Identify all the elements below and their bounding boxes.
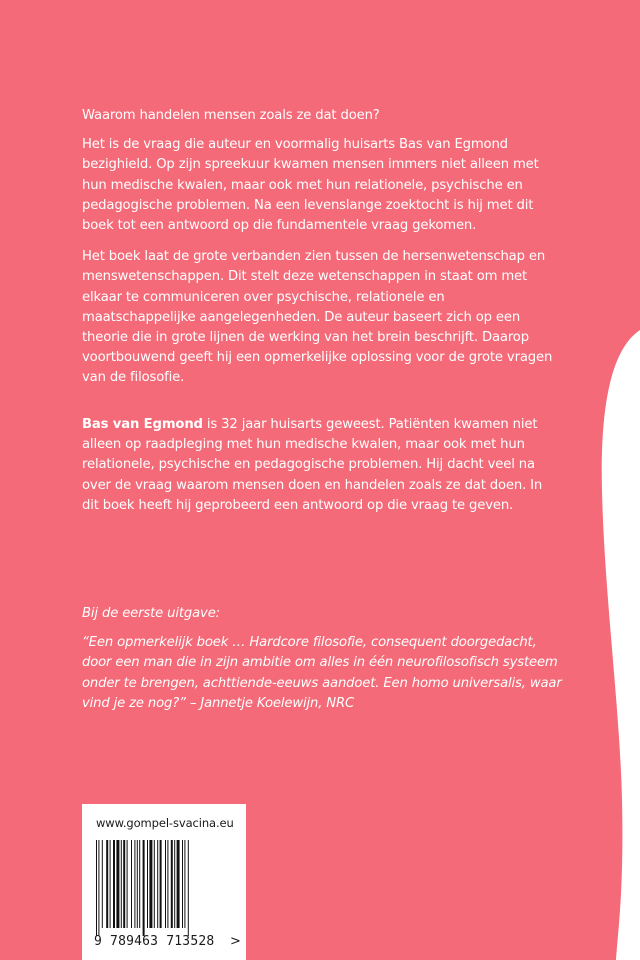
barcode-bar bbox=[143, 840, 145, 936]
barcode-bar bbox=[134, 840, 135, 928]
intro-paragraph-1: Het is de vraag die auteur en voormalig huisarts Bas van Egmond bezighield. Op zijn spreekuur kwamen mensen immers niet alleen met hun medische kwalen, maar ook met hun relationele, psychische en pedagogische problemen. Na een levenslange zoektocht is hij met dit boek tot een antwoord op die fundamentele vraag gekomen. bbox=[82, 137, 539, 234]
author-name: Bas van Egmond bbox=[82, 417, 203, 432]
white-curve-shape bbox=[600, 330, 640, 960]
review-quote: “Een opmerkelijk boek … Hardcore filosofie, consequent doorgedacht, door een man die in zijn ambitie om alles in één neurofilosofisch systeem onder te brengen, achttiende-eeuws aandoet. Een homo universalis, waar vind je ze nog?” – Jannetje Koelewijn, NRC bbox=[82, 635, 562, 711]
barcode-bar bbox=[102, 840, 103, 928]
review-intro: Bij de eerste uitgave: bbox=[82, 606, 220, 621]
intro-paragraph-2: Het boek laat de grote verbanden zien tussen de hersenwetenschap en menswetenschappen. Dit stelt deze wetenschappen in staat om met elkaar te communiceren over psychische, relationele en maatschappelijke aangelegenheden. De auteur baseert zich op een theorie die in grote lijnen de werking van het brein beschrijft. Daarop voortbouwend geeft hij een opmerkelijke oplossing voor de grote vragen van de filosofie. bbox=[82, 249, 553, 386]
barcode-bar bbox=[165, 840, 166, 928]
barcode-bar bbox=[121, 840, 122, 928]
barcode-bar bbox=[147, 840, 148, 928]
barcode-bar bbox=[177, 840, 180, 928]
barcode-bar bbox=[171, 840, 173, 928]
barcode-bar bbox=[167, 840, 168, 928]
barcode-bar bbox=[116, 840, 119, 928]
barcode-bar bbox=[106, 840, 108, 928]
barcode-panel bbox=[82, 804, 246, 960]
author-bio bbox=[82, 415, 562, 516]
author-bio-text: is 32 jaar huisarts geweest. Patiënten kwamen niet alleen op raadpleging met hun medische kwalen, maar ook met hun relationele, psychische en pedagogische problemen. Hij dacht veel na over de vraag waarom mensen doen en handelen zoals ze dat doen. In dit boek heeft hij geprobeerd een antwoord op die vraag te geven. bbox=[82, 417, 543, 513]
barcode-bar bbox=[98, 840, 99, 936]
isbn-number: 9 789463 713528 bbox=[94, 934, 215, 949]
barcode-chevron: > bbox=[230, 934, 241, 949]
barcode-bar bbox=[174, 840, 175, 928]
barcode-bar bbox=[182, 840, 183, 928]
intro-question: Waarom handelen mensen zoals ze dat doen? bbox=[82, 108, 380, 123]
barcode-bar bbox=[110, 840, 111, 928]
barcode-bar bbox=[96, 840, 97, 936]
barcode-bar bbox=[113, 840, 115, 928]
barcode-bar bbox=[127, 840, 128, 928]
barcode-bar bbox=[157, 840, 158, 928]
barcode-bar bbox=[123, 840, 125, 928]
intro-section bbox=[82, 106, 562, 389]
review-section bbox=[82, 604, 562, 714]
barcode-bar bbox=[149, 840, 152, 928]
barcode-bar bbox=[154, 840, 155, 928]
barcode-bars bbox=[94, 840, 222, 936]
barcode-bar bbox=[160, 840, 162, 928]
barcode-bar bbox=[139, 840, 140, 928]
barcode-bar bbox=[188, 840, 189, 936]
barcode-bar bbox=[137, 840, 138, 928]
barcode-bar bbox=[184, 840, 185, 928]
publisher-url: www.gompel-svacina.eu bbox=[96, 816, 234, 830]
barcode-bar bbox=[131, 840, 132, 928]
